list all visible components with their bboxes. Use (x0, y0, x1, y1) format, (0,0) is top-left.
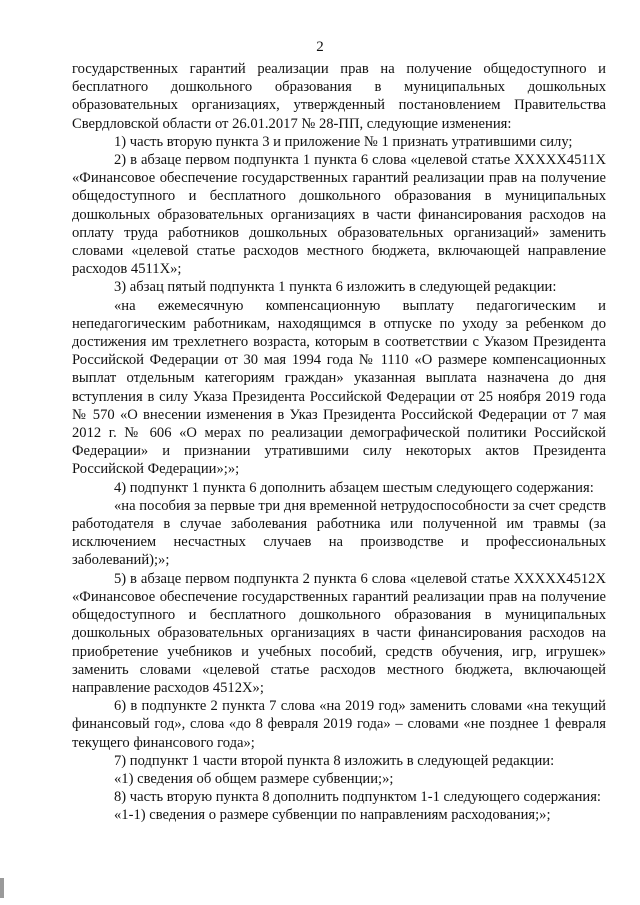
page-number: 2 (316, 39, 324, 55)
paragraph-3: 2) в абзаце первом подпункта 1 пункта 6 слова «целевой статье ХХХХХ4511Х «Финансовое обеспечение государственных гарантий реализации прав на получение общедоступного и бесплатного дошкольного образования в муниципальных дошкольных образовательных организациях в части финансирования расходов на оплату труда работников дошкольных образовательных организаций» заменить словами «целевой статье расходов местного бюджета, включающей направление расходов 4511Х»; (72, 152, 606, 278)
scan-edge-mark (0, 878, 4, 898)
paragraph-12: 8) часть вторую пункта 8 дополнить подпунктом 1-1 следующего содержания: (114, 789, 601, 806)
paragraph-2: 1) часть вторую пункта 3 и приложение № 1 признать утратившими силу; (114, 133, 573, 150)
paragraph-13: «1-1) сведения о размере субвенции по направлениям расходования;»; (114, 807, 551, 824)
paragraph-7: «на пособия за первые три дня временной нетрудоспособности за счет средств работодателя в случае заболевания работника или полученной им травмы (за исключением несчастных случаев на производстве и профессиональных заболеваний);»; (72, 497, 606, 569)
paragraph-10: 7) подпункт 1 части второй пункта 8 изложить в следующей редакции: (114, 752, 555, 769)
paragraph-1: государственных гарантий реализации прав на получение общедоступного и бесплатного дошкольного образования в муниципальных дошкольных образовательных организациях, утвержденный постановлением Правительства Свердловской области от 26.01.2017 № 28-ПП, следующие изменения: (72, 61, 606, 132)
paragraph-6: 4) подпункт 1 пункта 6 дополнить абзацем шестым следующего содержания: (114, 479, 594, 496)
paragraph-4: 3) абзац пятый подпункта 1 пункта 6 изложить в следующей редакции: (114, 279, 557, 296)
paragraph-9: 6) в подпункте 2 пункта 7 слова «на 2019 год» заменить словами «на текущий финансовый год», слова «до 8 февраля 2019 года» – словами «не позднее 1 февраля текущего финансового года»; (72, 698, 606, 751)
document-body (72, 60, 606, 825)
paragraph-8: 5) в абзаце первом подпункта 2 пункта 6 слова «целевой статье ХХХХХ4512Х «Финансовое обеспечение государственных гарантий реализации прав на получение общедоступного и бесплатного дошкольного образования в муниципальных дошкольных образовательных организациях в части финансирования расходов на приобретение учебников и учебных пособий, средств обучения, игр, игрушек» заменить словами «целевой статье расходов местного бюджета, включающей направление расходов 4512Х»; (72, 570, 606, 696)
paragraph-5: «на ежемесячную компенсационную выплату педагогическим и непедагогическим работникам, находящимся в отпуске по уходу за ребенком до достижения им трехлетнего возраста, которым в соответствии с Указом Президента Российской Федерации от 30 мая 1994 года № 1110 «О размере компенсационных выплат отдельным категориям граждан» указанная выплата назначена до дня вступления в силу Указа Президента Российской Федерации от 25 ноября 2019 года № 570 «О внесении изменения в Указ Президента Российской Федерации от 7 мая 2012 г. № 606 «О мерах по реализации демографической политики Российской Федерации» и признании утратившими силу некоторых актов Президента Российской Федерации»;»; (72, 297, 606, 478)
paragraph-11: «1) сведения об общем размере субвенции;»; (114, 770, 394, 787)
